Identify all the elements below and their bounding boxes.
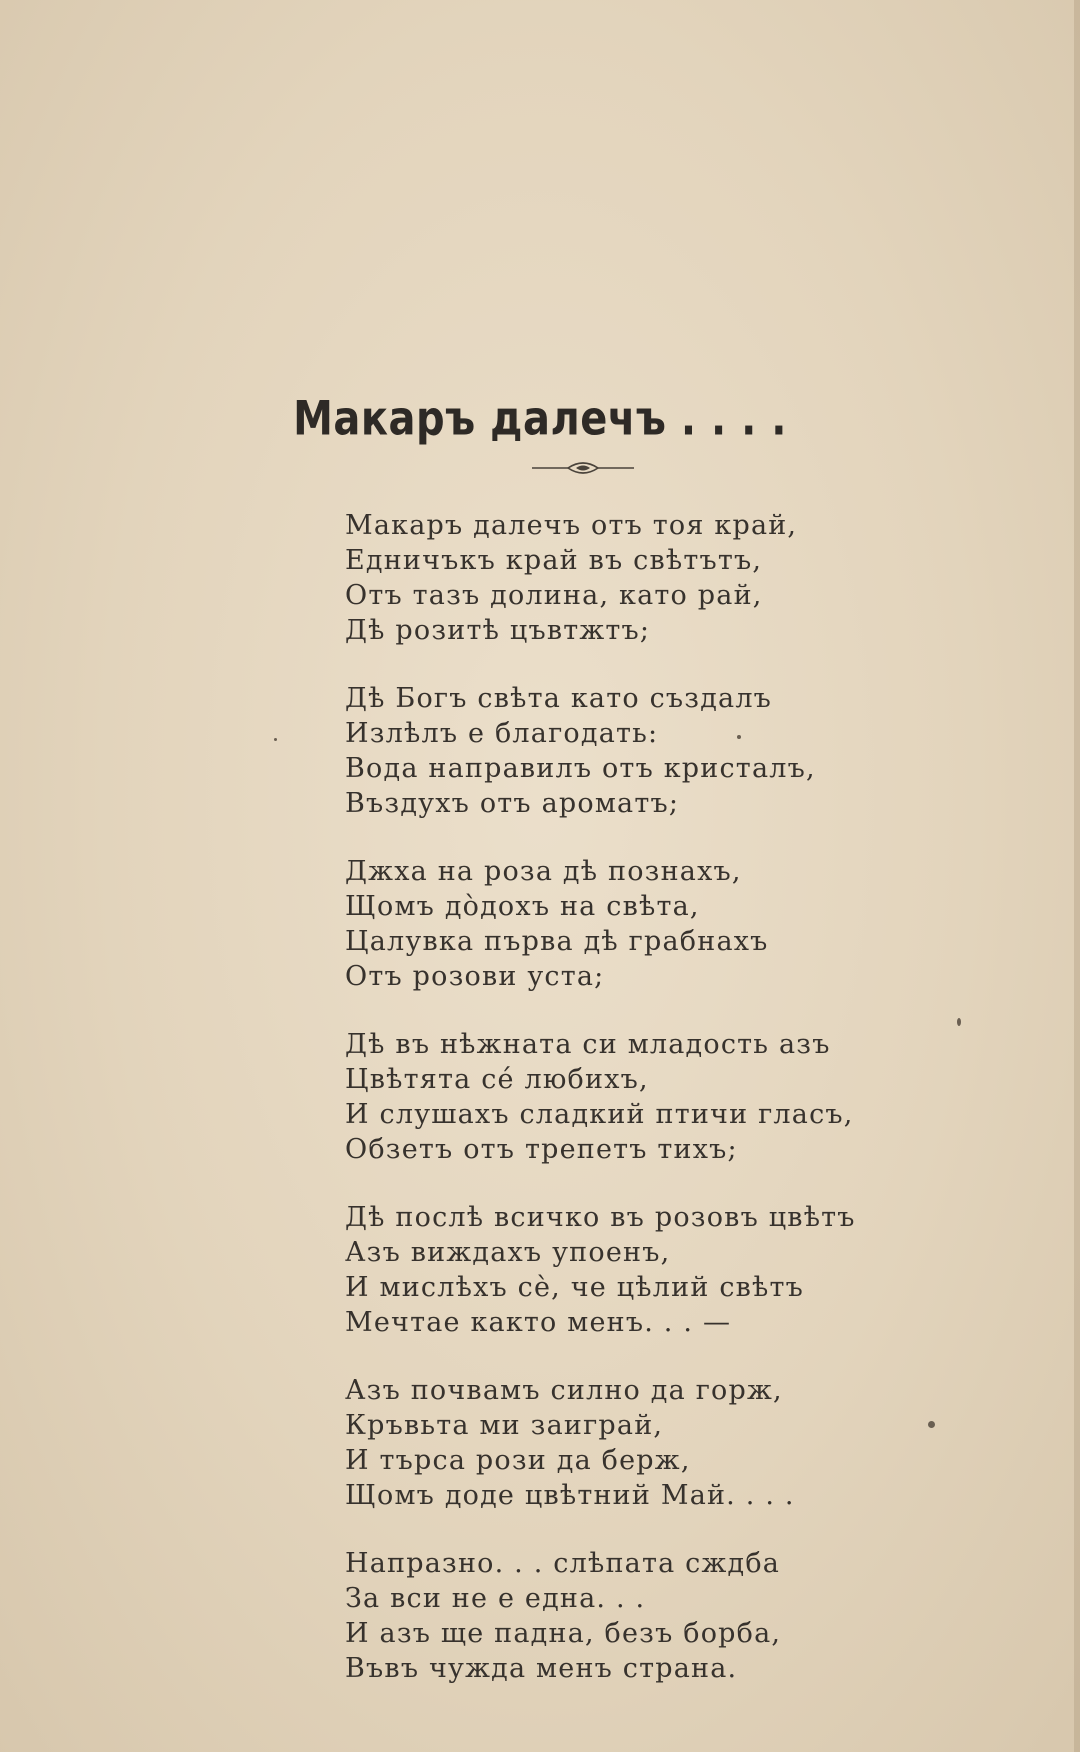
poem-line: И търса рози да берж, <box>345 1445 691 1476</box>
poem-title: Макаръ далечъ . . . . <box>293 391 787 447</box>
poem-line: Щомъ дòдохъ на свѣта, <box>345 891 700 922</box>
poem-line: Джха на роза дѣ познахъ, <box>345 856 742 887</box>
paper-speck <box>274 738 277 741</box>
poem-line: Азъ почвамъ силно да горж, <box>345 1375 783 1406</box>
poem-line: Отъ тазъ долина, като рай, <box>345 580 763 611</box>
poem-line: И слушахъ сладкий птичи гласъ, <box>345 1099 854 1130</box>
stanza <box>345 508 905 648</box>
poem-line: Обзетъ отъ трепетъ тихъ; <box>345 1134 738 1165</box>
poem-line: И мислѣхъ сѐ, че цѣлий свѣтъ <box>345 1272 805 1303</box>
poem-line: Макаръ далечъ отъ тоя край, <box>345 510 798 541</box>
poem-line: Въвъ чужда менъ страна. <box>345 1653 738 1684</box>
ornament-divider-icon <box>530 456 636 480</box>
paper-speck <box>928 1421 935 1428</box>
stanza <box>345 681 905 821</box>
poem-line: Щомъ доде цвѣтний Май. . . . <box>345 1480 795 1511</box>
poem-line: Вода направилъ отъ кристалъ, <box>345 753 816 784</box>
poem-line: Кръвьта ми заиграй, <box>345 1410 664 1441</box>
stanza <box>345 1373 905 1513</box>
poem-line: Азъ виждахъ упоенъ, <box>345 1237 671 1268</box>
poem-line: Мечтае както менъ. . . — <box>345 1307 732 1338</box>
poem-line: Дѣ Богъ свѣта като създалъ <box>345 683 773 714</box>
poem-line: Въздухъ отъ ароматъ; <box>345 788 680 819</box>
stanza <box>345 1027 905 1167</box>
poem-line: Излѣлъ е благодать: <box>345 718 659 749</box>
stanza <box>345 1200 905 1340</box>
poem-body <box>345 508 905 1719</box>
poem-line: Цалувка първа дѣ грабнахъ <box>345 926 769 957</box>
poem-line: Едничъкъ край въ свѣтътъ, <box>345 545 763 576</box>
poem-line: Напразно. . . слѣпата сждба <box>345 1548 781 1579</box>
poem-line: За вси не е една. . . <box>345 1583 646 1614</box>
stanza <box>345 854 905 994</box>
paper-speck <box>957 1018 961 1026</box>
poem-line: Отъ розови уста; <box>345 961 605 992</box>
page-edge <box>1074 0 1080 1752</box>
poem-line: Цвѣтята сé любихъ, <box>345 1064 649 1095</box>
paper-speck <box>737 735 741 739</box>
stanza <box>345 1546 905 1686</box>
poem-line: Дѣ розитѣ цъвтжтъ; <box>345 615 651 646</box>
poem-line: Дѣ послѣ всичко въ розовъ цвѣтъ <box>345 1202 856 1233</box>
poem-line: И азъ ще падна, безъ борба, <box>345 1618 782 1649</box>
poem-line: Дѣ въ нѣжната си младость азъ <box>345 1029 831 1060</box>
